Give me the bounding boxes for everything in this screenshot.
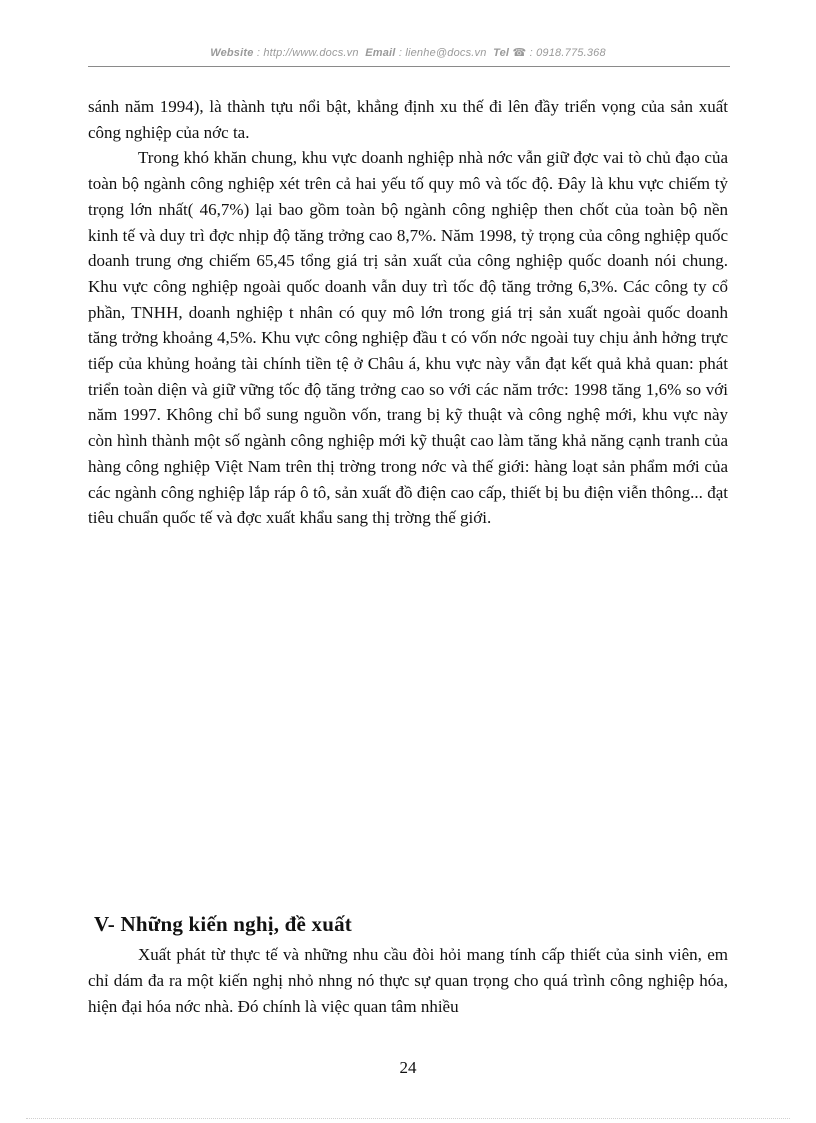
page-header bbox=[88, 46, 728, 59]
paragraph-2: Trong khó khăn chung, khu vực doanh nghiệp nhà nớc vẫn giữ đợc vai tò chủ đạo của toàn bộ ngành công nghiệp xét trên cả hai yếu tố quy mô và tốc độ. Đây là khu vực chiếm tỷ trọng lớn nhất( 46,7%) lại bao gồm toàn bộ ngành công nghiệp then chốt của toàn bộ nền kinh tế và duy trì đợc nhịp độ tăng trởng cao 8,7%. Năm 1998, tỷ trọng của công nghiệp quốc doanh trung ơng chiếm 65,45 tổng giá trị sản xuất của công nghiệp quốc doanh nói chung. Khu vực công nghiệp ngoài quốc doanh vẫn duy trì tốc độ tăng trởng 6,3%. Các công ty cổ phần, TNHH, doanh nghiệp t nhân có quy mô lớn trong giá trị sản xuất ngoài quốc doanh tăng trởng khoảng 4,5%. Khu vực công nghiệp đầu t có vốn nớc ngoài tuy chịu ảnh hởng trực tiếp của khủng hoảng tài chính tiền tệ ở Châu á, khu vực này vẫn đạt kết quả khả quan: phát triển toàn diện và giữ vững tốc độ tăng trởng cao so với các năm trớc: 1998 tăng 1,6% so với năm 1997. Không chỉ bổ sung nguồn vốn, trang bị kỹ thuật và công nghệ mới, khu vực này còn hình thành một số ngành công nghiệp mới kỹ thuật cao làm tăng khả năng cạnh tranh của hàng công nghiệp Việt Nam trên thị trờng trong nớc và thế giới: hàng loạt sản phẩm mới của các ngành công nghiệp lắp ráp ô tô, sản xuất đồ điện cao cấp, thiết bị bu điện viễn thông... đạt tiêu chuẩn quốc tế và đợc xuất khẩu sang thị trờng thế giới. bbox=[88, 148, 728, 528]
email-value: : lienhe@docs.vn bbox=[398, 47, 487, 59]
section-title: V- Những kiến nghị, đề xuất bbox=[94, 912, 353, 936]
page-number: 24 bbox=[399, 1058, 417, 1077]
body-text bbox=[88, 94, 728, 531]
website-label: Website bbox=[210, 47, 254, 59]
section-paragraph: Xuất phát từ thực tế và những nhu cầu đòi hỏi mang tính cấp thiết của sinh viên, em chỉ dám đa ra một kiến nghị nhỏ nhng nó thực sự quan trọng cho quá trình công nghiệp hóa, hiện đại hóa nớc nhà. Đó chính là việc quan tâm nhiều bbox=[88, 945, 728, 1016]
website-value: : http://www.docs.vn bbox=[256, 47, 359, 59]
paragraph-1: sánh năm 1994), là thành tựu nổi bật, khẳng định xu thế đi lên đầy triển vọng của sản xuất công nghiệp của nớc ta. bbox=[88, 97, 728, 142]
email-label: Email bbox=[365, 47, 396, 59]
tel-value: ☎ : 0918.775.368 bbox=[512, 47, 606, 59]
tel-label: Tel bbox=[493, 47, 510, 59]
header-divider bbox=[88, 66, 730, 67]
footer-divider bbox=[26, 1118, 790, 1119]
